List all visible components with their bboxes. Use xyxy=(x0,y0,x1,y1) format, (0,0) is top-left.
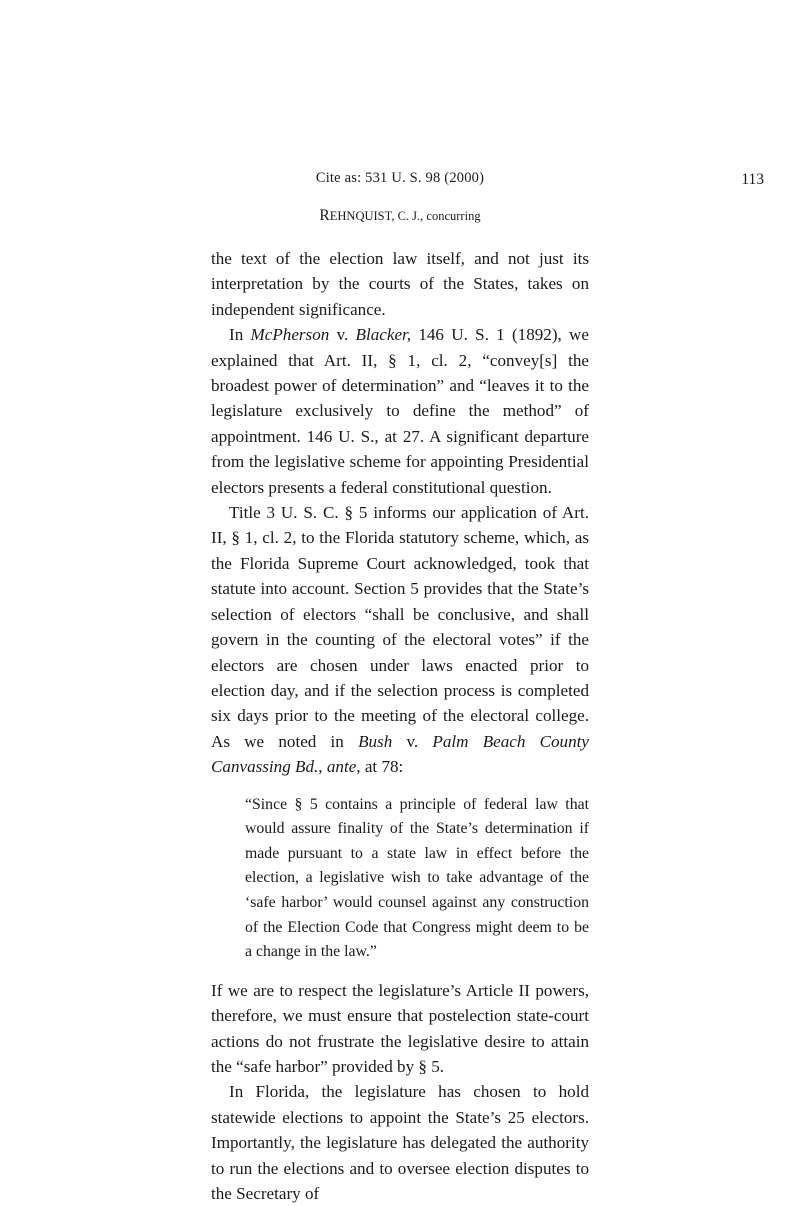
paragraph-3-rest: at 78: xyxy=(360,757,404,777)
paragraph-1: the text of the election law itself, and not just its interpretation by the courts of the States, takes on independent significance. xyxy=(211,249,589,319)
running-head-initial: R xyxy=(319,207,330,224)
page-number: 113 xyxy=(741,171,764,188)
running-head-name: EHNQUIST xyxy=(329,209,392,223)
paragraph-3-lead: Title 3 U. S. C. § 5 informs our application of Art. II, § 1, cl. 2, to the Florida statutory scheme, which, as the Florida Supreme Court acknowledged, took that statute into account. Section 5 provides that the State’s selection of electors “shall be conclusive, and shall govern in the counting of the electoral votes” if the electors are chosen under laws enacted prior to election day, and if the selection process is completed six days prior to the meeting of the electoral college. As we noted in xyxy=(211,503,589,751)
paragraph-5: In Florida, the legislature has chosen to hold statewide elections to appoint the State’s 25 electors. Importantly, the legislature has delegated the authority to run the elections and to oversee election disputes to the Secretary of xyxy=(211,1082,589,1203)
paragraph-2 xyxy=(211,322,589,500)
paragraph-2-rest: 146 U. S. 1 (1892), we explained that Art. II, § 1, cl. 2, “convey[s] the broadest power of determination” and “leaves it to the legislature exclusively to define the method” of appointment. 146 U. S., at 27. A significant departure from the legislative scheme for appointing Presidential electors presents a federal constitutional question. xyxy=(211,325,589,497)
running-head-suffix: , C. J., concurring xyxy=(391,209,481,223)
versus-1: v. xyxy=(329,325,356,345)
case-name-bush: Bush xyxy=(358,731,393,751)
paragraph-3 xyxy=(211,500,589,779)
block-quotation-text: “Since § 5 contains a principle of federal law that would assure finality of the State’s determination if made pursuant to a state law in effect before the election, a legislative wish to take advantage of the ‘safe harbor’ would counsel against any construction of the Election Code that Congress might deem to be a change in the law.” xyxy=(245,795,589,961)
case-name-mcpherson: McPherson xyxy=(250,325,330,345)
case-name-palm-beach: Palm Beach County Canvassing Bd., ante, xyxy=(211,731,589,777)
paragraph-4: If we are to respect the legislature’s Article II powers, therefore, we must ensure that postelection state-court actions do not frustrate the legislative desire to attain the “safe harbor” provided by § 5. xyxy=(211,980,589,1076)
case-name-blacker: Blacker, xyxy=(355,325,412,345)
page-header xyxy=(0,170,800,190)
body-text xyxy=(211,246,589,1206)
versus-2: v. xyxy=(392,731,433,751)
block-quotation xyxy=(211,780,589,978)
paragraph-2-lead: In xyxy=(229,325,251,345)
running-head xyxy=(0,207,800,225)
citation-line: Cite as: 531 U. S. 98 (2000) xyxy=(315,170,485,186)
